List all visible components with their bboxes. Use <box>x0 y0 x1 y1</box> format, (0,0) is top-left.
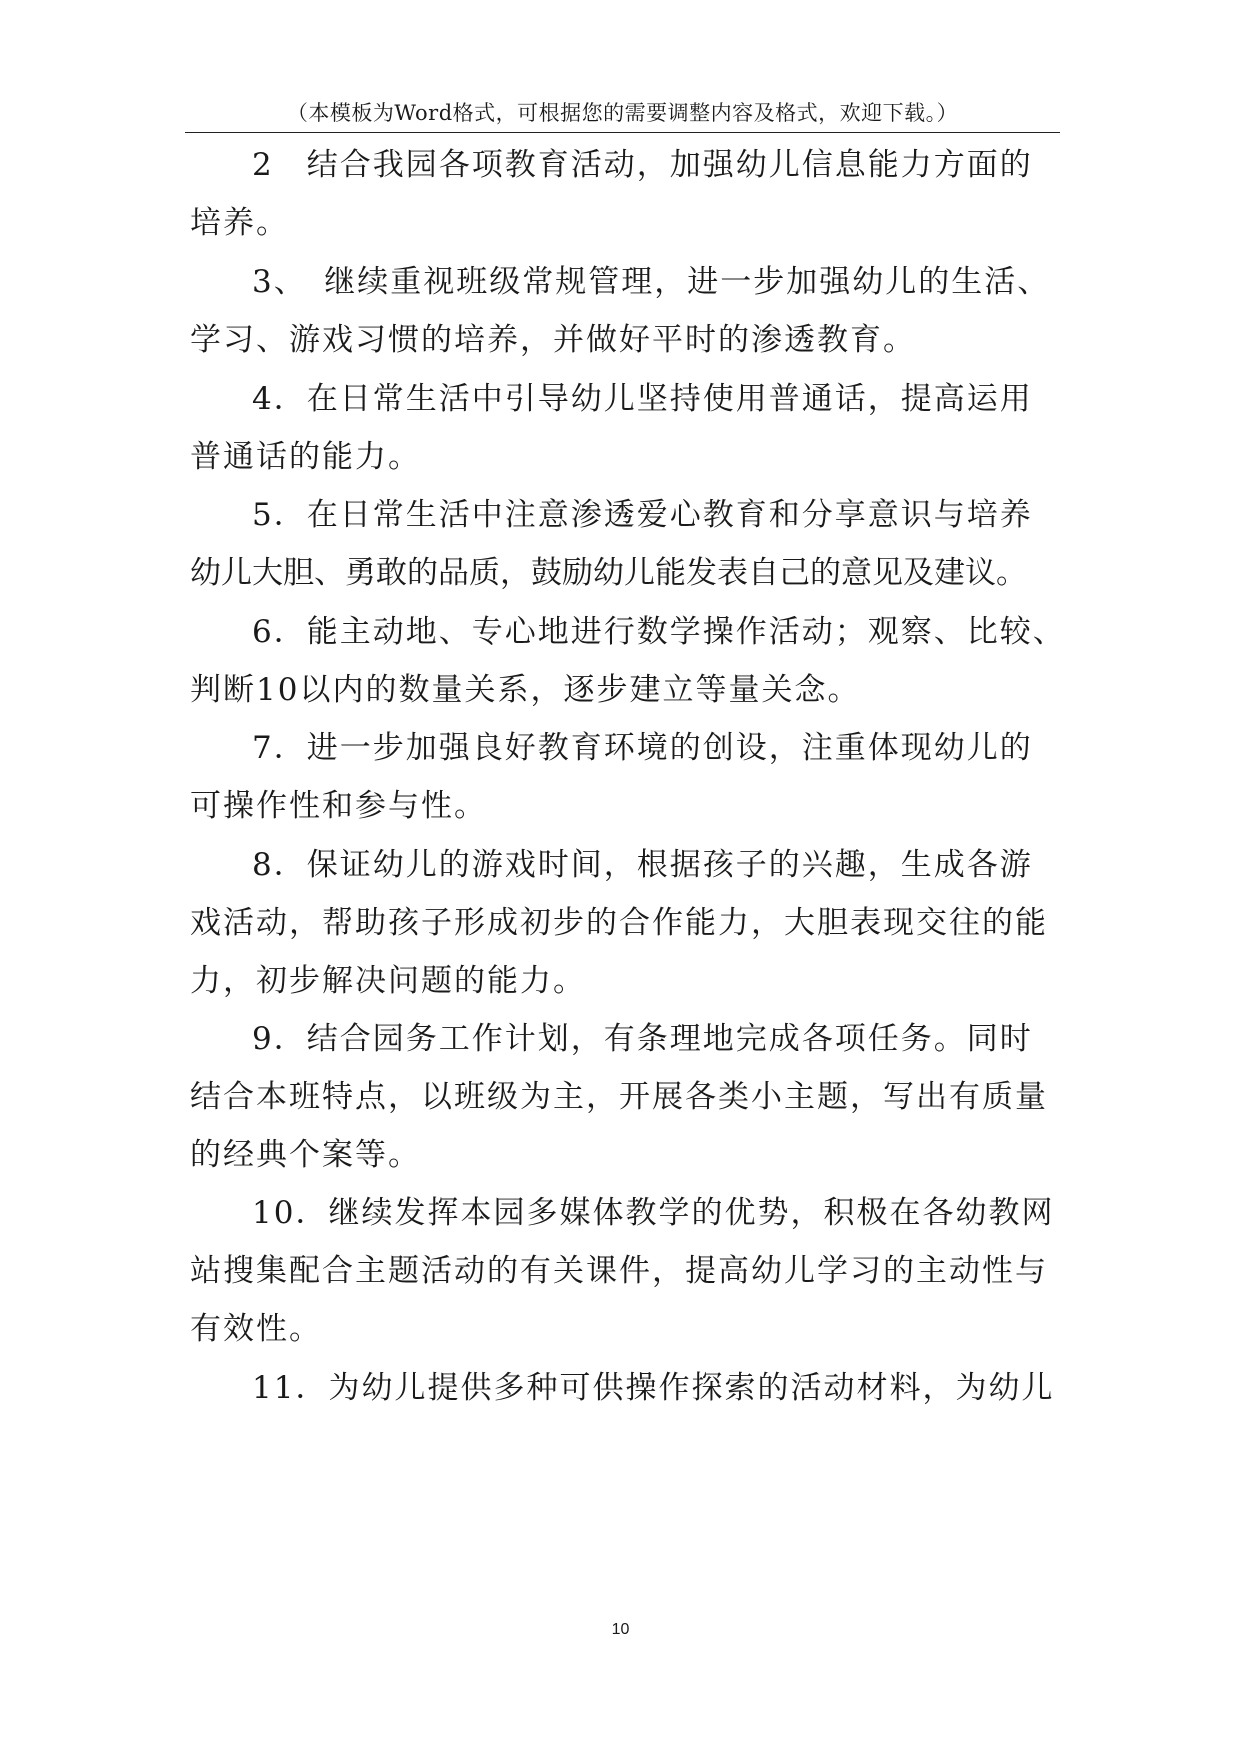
paragraph-line: 9．结合园务工作计划，有条理地完成各项任务。同时 <box>252 1021 1033 1057</box>
page-number: 10 <box>611 1621 630 1638</box>
paragraph-line: 培养。 <box>190 205 289 241</box>
paragraph-line: 3、 继续重视班级常规管理，进一步加强幼儿的生活、 <box>252 264 1051 300</box>
paragraph-line: 学习、游戏习惯的培养，并做好平时的渗透教育。 <box>190 322 916 358</box>
paragraph-line: 10．继续发挥本园多媒体教学的优势，积极在各幼教网 <box>252 1195 1055 1231</box>
paragraph-line: 站搜集配合主题活动的有关课件，提高幼儿学习的主动性与 <box>190 1253 1048 1289</box>
page-header: （本模板为Word格式，可根据您的需要调整内容及格式，欢迎下载。） <box>286 101 959 125</box>
paragraph-line: 普通话的能力。 <box>190 439 421 475</box>
paragraph-line: 的经典个案等。 <box>190 1137 421 1173</box>
paragraph-line: 判断10以内的数量关系，逐步建立等量关念。 <box>190 672 861 708</box>
paragraph-line: 7．进一步加强良好教育环境的创设，注重体现幼儿的 <box>252 730 1033 766</box>
paragraph-line: 幼儿大胆、勇敢的品质，鼓励幼儿能发表自己的意见及建议。 <box>190 555 1027 591</box>
paragraph-line: 力，初步解决问题的能力。 <box>190 963 586 999</box>
paragraph-line: 11．为幼儿提供多种可供操作探索的活动材料，为幼儿 <box>252 1370 1055 1406</box>
paragraph-line: 有效性。 <box>190 1311 322 1347</box>
paragraph-line: 2 结合我园各项教育活动，加强幼儿信息能力方面的 <box>252 147 1033 183</box>
paragraph-line: 8．保证幼儿的游戏时间，根据孩子的兴趣，生成各游 <box>252 847 1033 883</box>
paragraph-line: 5．在日常生活中注意渗透爱心教育和分享意识与培养 <box>252 497 1033 533</box>
paragraph-line: 戏活动，帮助孩子形成初步的合作能力，大胆表现交往的能 <box>190 905 1048 941</box>
paragraph-line: 可操作性和参与性。 <box>190 788 487 824</box>
header-divider <box>185 132 1060 133</box>
paragraph-line: 4．在日常生活中引导幼儿坚持使用普通话，提高运用 <box>252 381 1033 417</box>
paragraph-line: 结合本班特点，以班级为主，开展各类小主题，写出有质量 <box>190 1079 1048 1115</box>
paragraph-line: 6．能主动地、专心地进行数学操作活动；观察、比较、 <box>252 614 1066 650</box>
